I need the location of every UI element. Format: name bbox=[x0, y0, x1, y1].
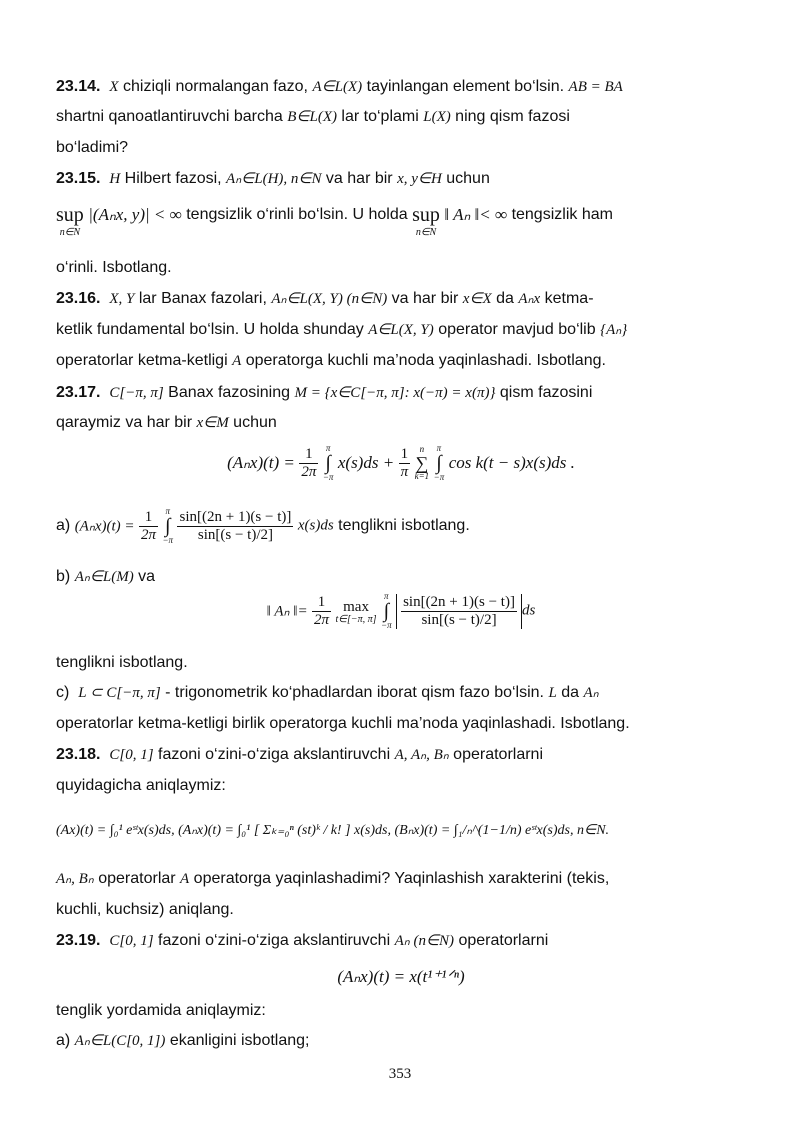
problem-23-15-line-1: 23.15. H Hilbert fazosi, Aₙ∈L(H), n∈N va har bir x, y∈H uchun bbox=[56, 170, 490, 187]
problem-23-17-part-c: c) L ⊂ C[−π, π] - trigonometrik ko‘phadlardan iborat qism fazo bo‘lsin. L da Aₙ bbox=[56, 684, 599, 701]
problem-23-15-line-3: o‘rinli. Isbotlang. bbox=[56, 259, 172, 276]
fraction: $\frac{1}{2\pi}$ bbox=[314, 593, 330, 628]
problem-23-19-line-3: a) Aₙ∈L(C[0, 1]) ekanligini isbotlang; bbox=[56, 1032, 310, 1049]
problem-23-15-line-2: sup n∈N |(Aₙx, y)| < ∞ tengsizlik o‘rinli bo‘lsin. U holda sup n∈N ‖ Aₙ ‖< ∞ tengsizlik ham bbox=[56, 206, 613, 242]
fraction: $\frac{1}{2\pi}$ bbox=[140, 508, 156, 543]
sup-operator: sup n∈N bbox=[56, 204, 84, 238]
problem-23-18-line-3: Aₙ, Bₙ operatorlar A operatorga yaqinlashadimi? Yaqinlashish xarakterini (tekis, bbox=[56, 870, 610, 887]
integral-sign: π ∫ −π bbox=[381, 591, 392, 630]
equation-an-composition: (Aₙx)(t) = x(t¹⁺¹ᐟⁿ) bbox=[337, 967, 465, 986]
problem-number: 23.17. bbox=[56, 384, 101, 401]
fraction: $\frac{\sin[(2n + 1)(s - t)]}{\sin[(s - t)/2]}$ bbox=[403, 593, 515, 628]
problem-number: 23.18. bbox=[56, 746, 101, 763]
problem-23-17-part-b: b) Aₙ∈L(M) va bbox=[56, 568, 156, 585]
sup-operator: sup n∈N bbox=[412, 204, 440, 238]
fraction: $\frac{1}{\pi}$ bbox=[400, 445, 409, 480]
problem-number: 23.14. bbox=[56, 78, 101, 95]
equation-norm-an: ‖ Aₙ ‖= $\frac{1}{2\pi}$ max t∈[−π, π] π ∫ −π $\frac{\sin[(2n + 1)(s - t)]}{\sin[(s - t)/2]}$ ds bbox=[266, 591, 536, 630]
integral-sign: π ∫ −π bbox=[162, 506, 174, 545]
page-number: 353 bbox=[388, 1066, 412, 1082]
fraction: $\frac{\sin[(2n + 1)(s - t)]}{\sin[(s - t)/2]}$ bbox=[179, 508, 292, 543]
problem-23-17-line-2: qaraymiz va har bir x∈M uchun bbox=[56, 414, 277, 431]
problem-23-19-line-2: tenglik yordamida aniqlaymiz: bbox=[56, 1002, 266, 1019]
problem-23-14-line-1: 23.14. X chiziqli normalangan fazo, A∈L(X) tayinlangan element bo‘lsin. AB = BA bbox=[56, 78, 623, 95]
problem-23-17-part-b-end: tenglikni isbotlang. bbox=[56, 654, 188, 671]
integral-sign: π ∫ −π bbox=[433, 443, 445, 482]
problem-23-17-part-a: a) (Aₙx)(t) = $\frac{1}{2\pi}$ π ∫ −π $\frac{\sin[(2n + 1)(s - t)]}{\sin[(s - t)/2]}$ x(s)ds tenglikni isbotlang. bbox=[56, 506, 470, 545]
problem-23-14-line-2: shartni qanoatlantiruvchi barcha B∈L(X) lar to‘plami L(X) ning qism fazosi bbox=[56, 108, 570, 125]
problem-23-18-line-2: quyidagicha aniqlaymiz: bbox=[56, 777, 226, 794]
problem-23-19-line-1: 23.19. C[0, 1] fazoni o‘zini-o‘ziga akslantiruvchi Aₙ (n∈N) operatorlarni bbox=[56, 932, 549, 949]
absolute-value bbox=[396, 594, 522, 629]
problem-number: 23.15. bbox=[56, 170, 101, 187]
problem-number: 23.19. bbox=[56, 932, 101, 949]
max-operator: max t∈[−π, π] bbox=[335, 598, 377, 625]
fraction: $\frac{1}{2\pi}$ bbox=[301, 445, 317, 480]
problem-23-16-line-3: operatorlar ketma-ketligi A operatorga kuchli ma’noda yaqinlashadi. Isbotlang. bbox=[56, 352, 606, 369]
problem-number: 23.16. bbox=[56, 290, 101, 307]
problem-23-16-line-2: ketlik fundamental bo‘lsin. U holda shunday A∈L(X, Y) operator mavjud bo‘lib {Aₙ} bbox=[56, 321, 628, 338]
problem-23-14-line-3: bo‘ladimi? bbox=[56, 139, 129, 156]
sum-sign: n ∑ k=1 bbox=[414, 444, 430, 481]
problem-23-17-line-1: 23.17. C[−π, π] Banax fazosining M = {x∈C[−π, π]: x(−π) = x(π)} qism fazosini bbox=[56, 384, 593, 401]
problem-23-18-line-1: 23.18. C[0, 1] fazoni o‘zini-o‘ziga akslantiruvchi A, Aₙ, Bₙ operatorlarni bbox=[56, 746, 544, 763]
problem-23-16-line-1: 23.16. X, Y lar Banax fazolari, Aₙ∈L(X, Y) (n∈N) va har bir x∈X da Aₙx ketma- bbox=[56, 290, 594, 307]
problem-23-18-line-4: kuchli, kuchsiz) aniqlang. bbox=[56, 901, 234, 918]
equation-operators-a-an-bn: (Ax)(t) = ∫₀¹ eˢᵗx(s)ds, (Aₙx)(t) = ∫₀¹ [ Σₖ₌₀ⁿ (st)ᵏ / k! ] x(s)ds, (Bₙx)(t) = ∫₁/ₙ^(1−1/n) eˢᵗx(s)ds, n∈N. bbox=[56, 823, 610, 838]
problem-23-17-part-c-end: operatorlar ketma-ketligi birlik operatorga kuchli ma’noda yaqinlashadi. Isbotlang. bbox=[56, 715, 630, 732]
equation-an-definition: (Aₙx)(t) = $\frac{1}{2\pi}$ π ∫ −π x(s)ds + $\frac{1}{\pi}$ n ∑ k=1 π ∫ −π cos k(t − s)x(s)ds . bbox=[227, 443, 575, 482]
integral-sign: π ∫ −π bbox=[322, 443, 334, 482]
